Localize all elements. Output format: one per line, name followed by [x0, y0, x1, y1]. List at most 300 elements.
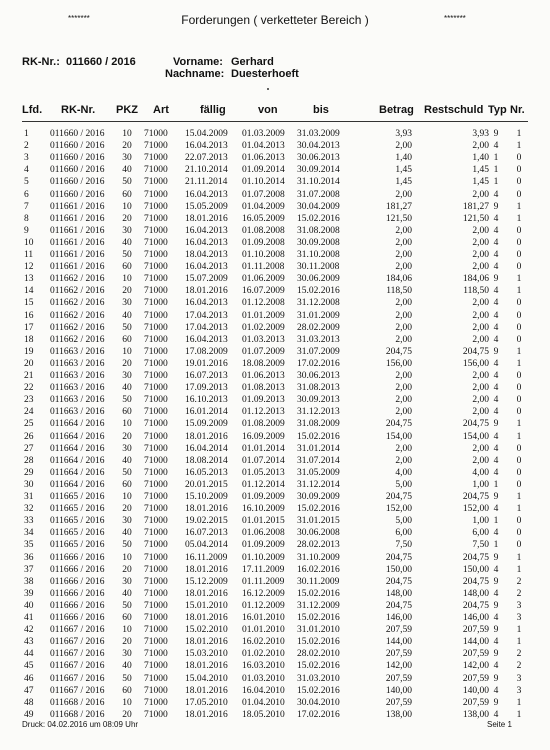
row-type: 4 [493, 443, 499, 454]
row-type: 9 [493, 625, 499, 636]
row-rk-number: 011668 / 2016 [50, 697, 105, 708]
row-lfd: 16 [24, 310, 34, 321]
row-due-date: 16.05.2013 [185, 467, 228, 478]
row-pkz: 30 [122, 576, 132, 587]
row-balance: 2,00 [472, 395, 489, 406]
row-pkz: 20 [122, 141, 132, 152]
row-nr: 1 [516, 358, 522, 369]
row-pkz: 30 [122, 298, 132, 309]
row-pkz: 10 [122, 201, 132, 212]
row-pkz: 20 [122, 637, 132, 648]
row-type: 4 [493, 286, 499, 297]
row-to-date: 31.12.2008 [297, 298, 340, 309]
row-to-date: 31.07.2009 [297, 346, 340, 357]
row-to-date: 31.08.2013 [297, 383, 340, 394]
row-amount: 121,50 [385, 213, 412, 224]
row-due-date: 17.04.2013 [185, 310, 228, 321]
row-type: 4 [493, 383, 499, 394]
row-due-date: 16.04.2013 [185, 334, 228, 345]
row-amount: 142,00 [385, 661, 412, 672]
row-rk-number: 011665 / 2016 [50, 504, 105, 515]
row-nr: 1 [516, 419, 522, 430]
row-balance: 204,75 [462, 346, 489, 357]
row-nr: 0 [516, 540, 522, 551]
row-lfd: 26 [24, 431, 34, 442]
row-to-date: 31.01.2014 [297, 443, 340, 454]
row-amount: 140,00 [385, 685, 412, 696]
row-nr: 0 [516, 310, 522, 321]
row-nr: 0 [516, 528, 522, 539]
row-from-date: 01.04.2010 [242, 697, 285, 708]
row-rk-number: 011665 / 2016 [50, 540, 105, 551]
row-from-date: 01.12.2014 [242, 479, 285, 490]
row-rk-number: 011660 / 2016 [50, 189, 105, 200]
row-amount: 2,00 [395, 407, 412, 418]
row-rk-number: 011662 / 2016 [50, 274, 105, 285]
table-row [0, 370, 550, 382]
row-pkz: 40 [122, 310, 132, 321]
row-rk-number: 011660 / 2016 [50, 165, 105, 176]
table-row [0, 285, 550, 297]
row-amount: 204,75 [385, 552, 412, 563]
col-header-betrag: Betrag [379, 104, 414, 116]
row-balance: 1,45 [472, 177, 489, 188]
row-due-date: 15.04.2010 [185, 673, 228, 684]
row-rk-number: 011664 / 2016 [50, 419, 105, 430]
row-lfd: 10 [24, 237, 34, 248]
row-type: 4 [493, 262, 499, 273]
row-art: 71000 [144, 637, 168, 648]
row-due-date: 18.01.2016 [185, 613, 228, 623]
row-pkz: 10 [122, 419, 132, 430]
row-rk-number: 011662 / 2016 [50, 310, 105, 321]
row-type: 1 [493, 516, 499, 527]
row-art: 71000 [144, 697, 168, 708]
row-due-date: 16.04.2013 [185, 262, 228, 273]
row-art: 71000 [144, 540, 168, 551]
row-art: 71000 [144, 225, 168, 236]
row-pkz: 50 [122, 250, 132, 260]
row-pkz: 20 [122, 564, 132, 575]
table-row [0, 334, 550, 346]
row-balance: 2,00 [472, 443, 489, 454]
row-type: 9 [493, 552, 499, 563]
row-nr: 1 [516, 492, 522, 502]
row-amount: 181,27 [385, 201, 412, 212]
row-amount: 6,00 [395, 528, 412, 539]
row-type: 4 [493, 685, 499, 696]
row-art: 71000 [144, 467, 168, 478]
row-to-date: 16.02.2016 [297, 564, 340, 575]
row-to-date: 31.03.2013 [297, 334, 340, 345]
table-row [0, 612, 550, 624]
row-nr: 0 [516, 322, 522, 333]
row-rk-number: 011663 / 2016 [50, 371, 105, 381]
row-art: 71000 [144, 600, 168, 611]
row-nr: 1 [516, 274, 522, 285]
row-balance: 1,45 [472, 165, 489, 176]
row-due-date: 05.04.2014 [185, 540, 228, 551]
row-type: 4 [493, 225, 499, 236]
row-type: 4 [493, 334, 499, 345]
row-nr: 0 [516, 334, 522, 345]
row-balance: 121,50 [462, 213, 489, 224]
row-rk-number: 011667 / 2016 [50, 661, 105, 672]
row-pkz: 60 [122, 407, 132, 418]
row-to-date: 30.09.2009 [297, 492, 340, 502]
row-nr: 0 [516, 250, 522, 260]
row-art: 71000 [144, 322, 168, 333]
row-pkz: 10 [122, 492, 132, 502]
row-type: 9 [493, 492, 499, 502]
row-balance: 138,00 [462, 709, 489, 720]
row-rk-number: 011661 / 2016 [50, 213, 105, 224]
row-balance: 148,00 [462, 588, 489, 599]
row-lfd: 14 [24, 286, 34, 297]
row-nr: 2 [516, 649, 522, 660]
row-nr: 0 [516, 443, 522, 454]
row-due-date: 16.04.2014 [185, 443, 228, 454]
row-nr: 0 [516, 467, 522, 478]
row-type: 4 [493, 588, 499, 599]
row-type: 4 [493, 310, 499, 321]
row-balance: 2,00 [472, 322, 489, 333]
row-due-date: 17.05.2010 [185, 697, 228, 708]
row-to-date: 15.02.2016 [297, 685, 340, 696]
row-type: 9 [493, 697, 499, 708]
row-to-date: 15.02.2016 [297, 661, 340, 672]
row-lfd: 46 [24, 673, 34, 684]
row-balance: 204,75 [462, 600, 489, 611]
table-row [0, 660, 550, 672]
row-from-date: 01.06.2013 [242, 153, 285, 164]
row-pkz: 40 [122, 588, 132, 599]
table-row [0, 128, 550, 140]
table-row [0, 685, 550, 697]
row-rk-number: 011666 / 2016 [50, 576, 105, 587]
row-balance: 154,00 [462, 431, 489, 442]
row-rk-number: 011662 / 2016 [50, 298, 105, 309]
row-pkz: 50 [122, 540, 132, 551]
row-to-date: 30.11.2008 [297, 262, 340, 273]
row-lfd: 13 [24, 274, 34, 285]
row-lfd: 23 [24, 395, 34, 406]
row-due-date: 16.10.2013 [185, 395, 228, 406]
row-to-date: 28.02.2013 [297, 540, 340, 551]
row-balance: 204,75 [462, 419, 489, 430]
row-rk-number: 011662 / 2016 [50, 322, 105, 333]
row-from-date: 01.07.2009 [242, 346, 285, 357]
row-art: 71000 [144, 189, 168, 200]
row-art: 71000 [144, 395, 168, 406]
row-from-date: 16.02.2010 [242, 637, 285, 648]
row-lfd: 36 [24, 552, 34, 563]
row-nr: 1 [516, 564, 522, 575]
row-nr: 1 [516, 129, 522, 139]
row-art: 71000 [144, 371, 168, 381]
row-art: 71000 [144, 419, 168, 430]
table-row [0, 189, 550, 201]
row-nr: 1 [516, 141, 522, 152]
row-due-date: 16.04.2013 [185, 298, 228, 309]
row-nr: 0 [516, 455, 522, 466]
row-from-date: 01.11.2008 [242, 262, 285, 273]
row-amount: 2,00 [395, 322, 412, 333]
row-nr: 3 [516, 600, 522, 611]
row-nr: 1 [516, 697, 522, 708]
row-from-date: 18.08.2009 [242, 358, 285, 369]
row-lfd: 24 [24, 407, 34, 418]
col-header-restschuld: Restschuld [424, 104, 484, 116]
row-art: 71000 [144, 141, 168, 152]
row-lfd: 48 [24, 697, 34, 708]
row-nr: 3 [516, 673, 522, 684]
row-rk-number: 011663 / 2016 [50, 407, 105, 418]
scan-speck [267, 88, 269, 90]
row-from-date: 16.04.2010 [242, 685, 285, 696]
row-nr: 3 [516, 613, 522, 623]
row-from-date: 01.05.2013 [242, 467, 285, 478]
header-divider [22, 121, 528, 122]
row-type: 4 [493, 564, 499, 575]
table-row [0, 588, 550, 600]
row-to-date: 30.09.2008 [297, 237, 340, 248]
table-row [0, 576, 550, 588]
first-name-label: Vorname: [173, 56, 223, 68]
col-header-pkz: PKZ [116, 104, 138, 116]
row-art: 71000 [144, 479, 168, 490]
table-row [0, 418, 550, 430]
row-to-date: 31.08.2009 [297, 419, 340, 430]
row-pkz: 20 [122, 213, 132, 224]
table-row [0, 213, 550, 225]
row-art: 71000 [144, 673, 168, 684]
row-amount: 4,00 [395, 467, 412, 478]
row-type: 4 [493, 455, 499, 466]
row-lfd: 38 [24, 576, 34, 587]
row-from-date: 01.01.2010 [242, 625, 285, 636]
row-balance: 140,00 [462, 685, 489, 696]
row-due-date: 16.01.2014 [185, 407, 228, 418]
row-balance: 204,75 [462, 492, 489, 502]
row-to-date: 31.08.2008 [297, 225, 340, 236]
row-balance: 150,00 [462, 564, 489, 575]
row-from-date: 01.08.2013 [242, 383, 285, 394]
row-type: 4 [493, 371, 499, 381]
row-to-date: 31.05.2009 [297, 467, 340, 478]
row-pkz: 50 [122, 177, 132, 188]
row-due-date: 18.01.2016 [185, 564, 228, 575]
table-row [0, 648, 550, 660]
table-row [0, 358, 550, 370]
row-from-date: 01.09.2014 [242, 165, 285, 176]
table-row [0, 382, 550, 394]
col-header-rk: RK-Nr. [61, 104, 96, 116]
row-to-date: 30.09.2014 [297, 165, 340, 176]
row-lfd: 43 [24, 637, 34, 648]
row-due-date: 20.01.2015 [185, 479, 228, 490]
row-art: 71000 [144, 516, 168, 527]
row-balance: 2,00 [472, 250, 489, 260]
row-balance: 146,00 [462, 613, 489, 623]
row-rk-number: 011661 / 2016 [50, 201, 105, 212]
row-pkz: 30 [122, 443, 132, 454]
row-from-date: 01.03.2009 [242, 129, 285, 139]
row-type: 4 [493, 661, 499, 672]
row-lfd: 28 [24, 455, 34, 466]
row-to-date: 31.01.2010 [297, 625, 340, 636]
row-nr: 0 [516, 298, 522, 309]
table-row [0, 443, 550, 455]
row-pkz: 50 [122, 467, 132, 478]
row-from-date: 01.08.2008 [242, 225, 285, 236]
row-lfd: 17 [24, 322, 34, 333]
row-balance: 3,93 [472, 129, 489, 139]
row-rk-number: 011662 / 2016 [50, 334, 105, 345]
row-from-date: 01.03.2013 [242, 334, 285, 345]
row-amount: 204,75 [385, 419, 412, 430]
row-nr: 2 [516, 576, 522, 587]
row-amount: 144,00 [385, 637, 412, 648]
row-lfd: 2 [24, 141, 29, 152]
row-type: 9 [493, 600, 499, 611]
row-rk-number: 011663 / 2016 [50, 395, 105, 406]
row-rk-number: 011666 / 2016 [50, 600, 105, 611]
rk-number-label: RK-Nr.: [22, 56, 60, 68]
row-to-date: 30.06.2008 [297, 528, 340, 539]
row-rk-number: 011660 / 2016 [50, 129, 105, 139]
table-row [0, 322, 550, 334]
row-due-date: 21.11.2014 [185, 177, 228, 188]
row-nr: 2 [516, 661, 522, 672]
row-rk-number: 011665 / 2016 [50, 528, 105, 539]
row-from-date: 01.06.2008 [242, 528, 285, 539]
row-nr: 0 [516, 189, 522, 200]
row-amount: 207,59 [385, 625, 412, 636]
row-lfd: 12 [24, 262, 34, 273]
table-row [0, 152, 550, 164]
row-art: 71000 [144, 250, 168, 260]
row-nr: 1 [516, 346, 522, 357]
row-balance: 204,75 [462, 576, 489, 587]
row-art: 71000 [144, 165, 168, 176]
row-rk-number: 011666 / 2016 [50, 613, 105, 623]
row-amount: 2,00 [395, 455, 412, 466]
table-row [0, 600, 550, 612]
row-amount: 2,00 [395, 334, 412, 345]
row-rk-number: 011667 / 2016 [50, 673, 105, 684]
row-art: 71000 [144, 213, 168, 224]
row-pkz: 30 [122, 649, 132, 660]
table-row [0, 176, 550, 188]
row-to-date: 30.06.2009 [297, 274, 340, 285]
row-to-date: 15.02.2016 [297, 286, 340, 297]
row-amount: 156,00 [385, 358, 412, 369]
row-pkz: 60 [122, 262, 132, 273]
row-due-date: 16.07.2013 [185, 528, 228, 539]
row-pkz: 40 [122, 383, 132, 394]
row-to-date: 30.11.2009 [297, 576, 340, 587]
row-rk-number: 011663 / 2016 [50, 346, 105, 357]
page-title: Forderungen ( verketteter Bereich ) [181, 13, 369, 27]
table-row [0, 564, 550, 576]
row-nr: 1 [516, 552, 522, 563]
row-due-date: 17.08.2009 [185, 346, 228, 357]
row-nr: 2 [516, 588, 522, 599]
page-number: Seite 1 [487, 720, 512, 729]
row-pkz: 60 [122, 189, 132, 200]
col-header-von: von [258, 104, 278, 116]
table-row [0, 467, 550, 479]
row-pkz: 20 [122, 431, 132, 442]
table-row [0, 709, 550, 721]
row-nr: 0 [516, 383, 522, 394]
row-lfd: 11 [24, 250, 34, 260]
row-to-date: 30.06.2013 [297, 153, 340, 164]
row-rk-number: 011661 / 2016 [50, 237, 105, 248]
row-amount: 2,00 [395, 443, 412, 454]
row-art: 71000 [144, 552, 168, 563]
row-from-date: 18.05.2010 [242, 709, 285, 720]
table-row [0, 527, 550, 539]
row-due-date: 17.09.2013 [185, 383, 228, 394]
row-to-date: 15.02.2016 [297, 504, 340, 515]
row-from-date: 01.07.2014 [242, 455, 285, 466]
row-due-date: 18.01.2016 [185, 286, 228, 297]
row-from-date: 01.12.2013 [242, 407, 285, 418]
row-balance: 2,00 [472, 455, 489, 466]
row-balance: 184,06 [462, 274, 489, 285]
table-row [0, 394, 550, 406]
row-art: 71000 [144, 274, 168, 285]
row-to-date: 15.02.2016 [297, 613, 340, 623]
row-from-date: 16.05.2009 [242, 213, 285, 224]
row-from-date: 01.01.2009 [242, 310, 285, 321]
row-type: 1 [493, 153, 499, 164]
table-row [0, 225, 550, 237]
table-row [0, 624, 550, 636]
row-amount: 204,75 [385, 346, 412, 357]
row-pkz: 50 [122, 600, 132, 611]
row-amount: 3,93 [395, 129, 412, 139]
row-nr: 0 [516, 407, 522, 418]
row-to-date: 30.04.2010 [297, 697, 340, 708]
row-pkz: 40 [122, 661, 132, 672]
row-to-date: 31.03.2010 [297, 673, 340, 684]
row-pkz: 50 [122, 673, 132, 684]
row-to-date: 31.01.2009 [297, 310, 340, 321]
row-pkz: 10 [122, 552, 132, 563]
row-type: 4 [493, 709, 499, 720]
row-art: 71000 [144, 492, 168, 502]
row-to-date: 31.07.2014 [297, 455, 340, 466]
row-to-date: 17.02.2016 [297, 358, 340, 369]
row-art: 71000 [144, 237, 168, 248]
row-lfd: 41 [24, 613, 34, 623]
row-due-date: 15.07.2009 [185, 274, 228, 285]
row-lfd: 31 [24, 492, 34, 502]
row-nr: 1 [516, 431, 522, 442]
row-art: 71000 [144, 528, 168, 539]
row-amount: 5,00 [395, 516, 412, 527]
row-balance: 181,27 [462, 201, 489, 212]
row-due-date: 19.02.2015 [185, 516, 228, 527]
row-art: 71000 [144, 661, 168, 672]
last-name-label: Nachname: [165, 68, 225, 80]
row-amount: 148,00 [385, 588, 412, 599]
row-lfd: 33 [24, 516, 34, 527]
row-from-date: 01.12.2009 [242, 600, 285, 611]
